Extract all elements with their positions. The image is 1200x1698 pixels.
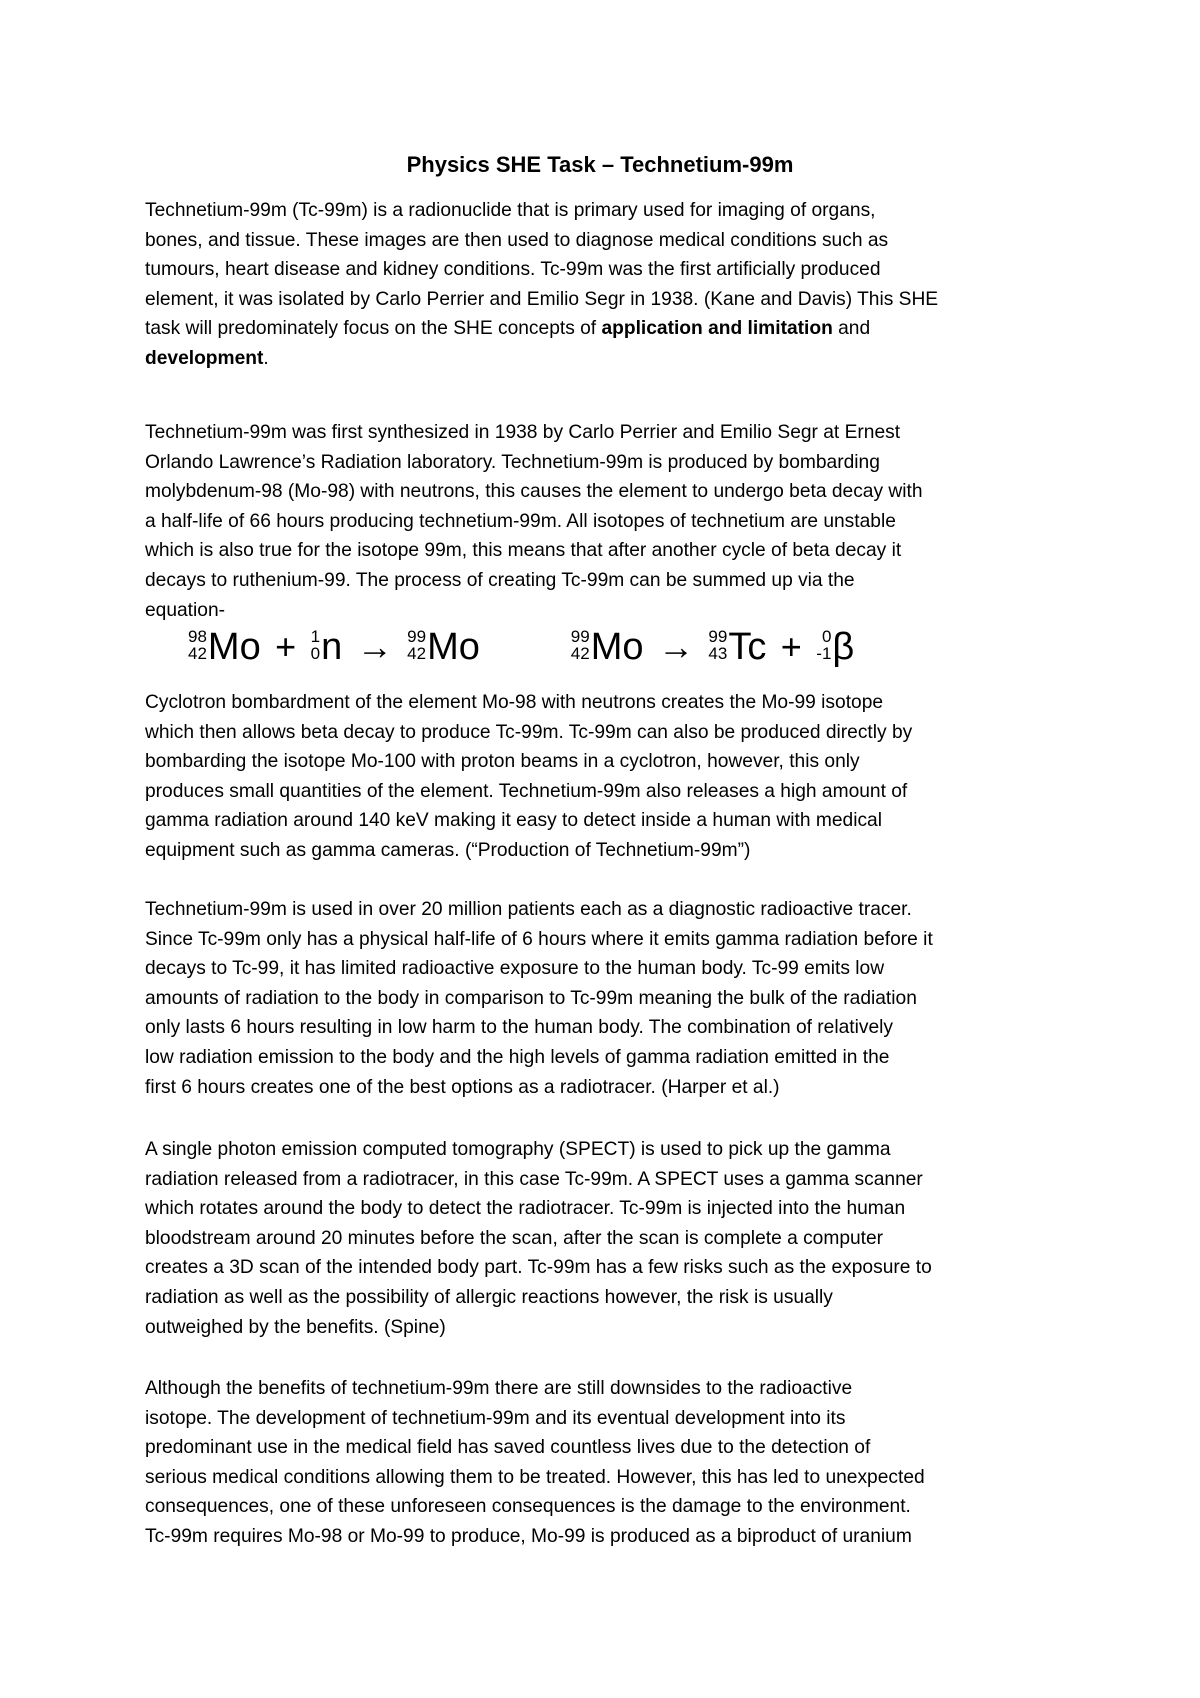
paragraph-intro [145, 196, 1075, 374]
atomic-number: -1 [816, 644, 832, 663]
nuclide [407, 626, 480, 668]
text-line [145, 344, 1075, 374]
text-line: creates a 3D scan of the intended body part. Tc-99m has a few risks such as the exposure to [145, 1257, 932, 1279]
arrow-operator: → [657, 626, 694, 667]
text-line: element, it was isolated by Carlo Perrier and Emilio Segr in 1938. (Kane and Davis) This SHE [145, 288, 939, 310]
text-line: Although the benefits of technetium-99m there are still downsides to the radioactive [145, 1378, 853, 1399]
text-line: decays to Tc-99, it has limited radioactive exposure to the human body. Tc-99 emits low [145, 958, 885, 980]
mass-number: 1 [310, 627, 321, 646]
text-line: A single photon emission computed tomography (SPECT) is used to pick up the gamma [145, 1139, 891, 1160]
atomic-number: 42 [407, 644, 427, 663]
text-line: Tc-99m requires Mo-98 or Mo-99 to produce, Mo-99 is produced as a biproduct of uranium [145, 1525, 912, 1547]
paragraph-cyclotron [145, 688, 1075, 866]
text-line: Technetium-99m was first synthesized in 1938 by Carlo Perrier and Emilio Segr at Ernest [145, 422, 901, 443]
text-line: first 6 hours creates one of the best options as a radiotracer. (Harper et al.) [145, 1076, 780, 1098]
nuclear-equation [188, 626, 1048, 686]
text-line: Since Tc-99m only has a physical half-life of 6 hours where it emits gamma radiation before it [145, 928, 933, 950]
paragraph-spect [145, 1135, 1075, 1342]
nuclide [708, 626, 766, 668]
text-run: task will predominately focus on the SHE concepts of [145, 318, 602, 340]
element-symbol: β [832, 626, 855, 668]
text-line: equation- [145, 599, 226, 621]
atomic-number: 42 [570, 644, 590, 663]
text-line: tumours, heart disease and kidney conditions. Tc-99m was the first artificially produced [145, 259, 881, 281]
text-line: bombarding the isotope Mo-100 with proton beams in a cyclotron, however, this only [145, 751, 860, 773]
plus-operator: + [275, 626, 297, 667]
nuclide [816, 626, 854, 668]
text-line: equipment such as gamma cameras. (“Production of Technetium-99m”) [145, 839, 751, 861]
text-line: outweighed by the benefits. (Spine) [145, 1316, 446, 1338]
paragraph-downsides [145, 1374, 1075, 1552]
nuclide [571, 626, 644, 668]
text-line: Cyclotron bombardment of the element Mo-98 with neutrons creates the Mo-99 isotope [145, 692, 884, 713]
atomic-number: 0 [310, 644, 321, 663]
text-line: radiation as well as the possibility of allergic reactions however, the risk is usually [145, 1286, 833, 1308]
text-line: bloodstream around 20 minutes before the scan, after the scan is complete a computer [145, 1227, 884, 1249]
element-symbol: Mo [427, 626, 480, 668]
text-line: gamma radiation around 140 keV making it easy to detect inside a human with medical [145, 810, 882, 832]
element-symbol: Mo [590, 626, 644, 668]
nuclide [311, 626, 343, 668]
atomic-number: 43 [708, 644, 728, 663]
text-line: a half-life of 66 hours producing technetium-99m. All isotopes of technetium are unstable [145, 510, 896, 532]
mass-number: 99 [708, 627, 728, 646]
text-run: . [263, 347, 269, 369]
text-line: serious medical conditions allowing them to be treated. However, this has led to unexpected [145, 1466, 925, 1488]
mass-number: 99 [407, 627, 427, 646]
text-line: amounts of radiation to the body in comparison to Tc-99m meaning the bulk of the radiation [145, 987, 917, 1009]
element-symbol: Mo [207, 626, 261, 668]
text-line: consequences, one of these unforeseen consequences is the damage to the environment. [145, 1496, 911, 1518]
plus-operator: + [780, 626, 802, 667]
paragraph-tracer [145, 895, 1075, 1102]
page-title: Physics SHE Task – Technetium-99m [406, 152, 794, 177]
paragraph-production [145, 418, 1075, 625]
arrow-operator: → [356, 626, 393, 667]
text-line: isotope. The development of technetium-99m and its eventual development into its [145, 1407, 846, 1429]
element-symbol: Tc [728, 626, 767, 668]
text-line: Technetium-99m (Tc-99m) is a radionuclide that is primary used for imaging of organs, [145, 200, 876, 221]
text-line [145, 314, 1075, 344]
text-line: predominant use in the medical field has saved countless lives due to the detection of [145, 1437, 871, 1459]
text-line: radiation released from a radiotracer, in this case Tc-99m. A SPECT uses a gamma scanner [145, 1168, 923, 1190]
text-line: which then allows beta decay to produce Tc-99m. Tc-99m can also be produced directly by [145, 721, 913, 743]
mass-number: 98 [188, 627, 207, 646]
text-line: Technetium-99m is used in over 20 million patients each as a diagnostic radioactive tracer. [145, 899, 912, 920]
text-line: decays to ruthenium-99. The process of creating Tc-99m can be summed up via the [145, 569, 855, 591]
element-symbol: n [321, 626, 343, 668]
text-line: produces small quantities of the element. Technetium-99m also releases a high amount of [145, 780, 908, 802]
text-run: and [832, 318, 871, 340]
text-line: which is also true for the isotope 99m, this means that after another cycle of beta decay it [145, 540, 902, 562]
bold-text: development [145, 347, 264, 369]
nuclide [188, 626, 261, 668]
text-line: Orlando Lawrence’s Radiation laboratory. Technetium-99m is produced by bombarding [145, 451, 880, 473]
text-line: only lasts 6 hours resulting in low harm to the human body. The combination of relatively [145, 1017, 893, 1039]
text-line: low radiation emission to the body and the high levels of gamma radiation emitted in the [145, 1046, 890, 1068]
mass-number: 99 [570, 627, 590, 646]
atomic-number: 42 [188, 644, 207, 663]
bold-text: application and limitation [601, 318, 833, 340]
text-line: which rotates around the body to detect the radiotracer. Tc-99m is injected into the human [145, 1198, 906, 1220]
text-line: bones, and tissue. These images are then used to diagnose medical conditions such as [145, 229, 889, 251]
mass-number: 0 [821, 627, 832, 646]
text-line: molybdenum-98 (Mo-98) with neutrons, this causes the element to undergo beta decay with [145, 481, 923, 503]
